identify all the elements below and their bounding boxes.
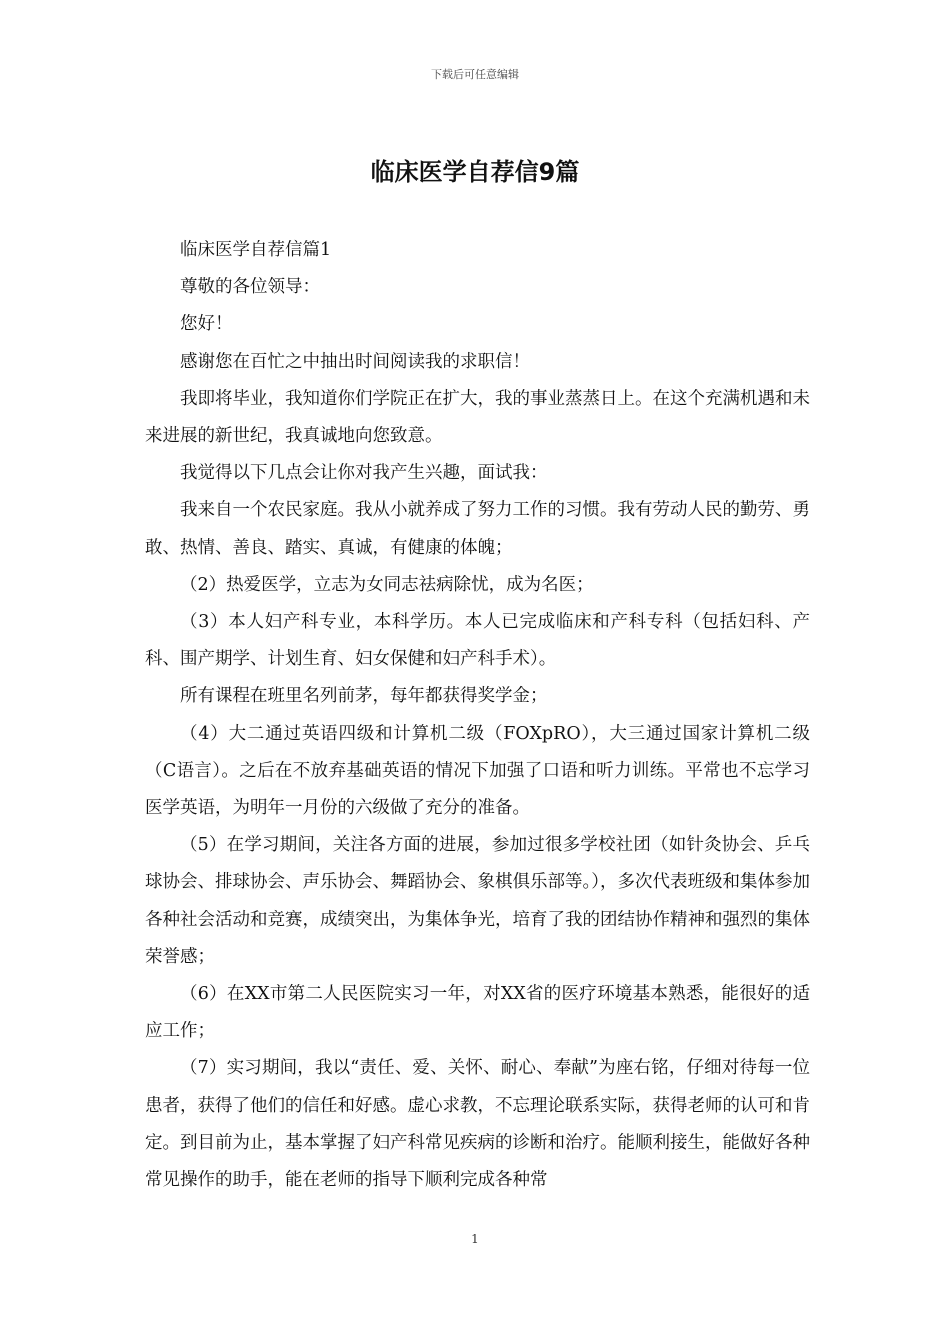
paragraph: 感谢您在百忙之中抽出时间阅读我的求职信！: [180, 351, 530, 372]
page-number: 1: [471, 1232, 479, 1246]
header-note: 下载后可任意编辑: [431, 68, 519, 81]
paragraph: （7）实习期间，我以“责任、爱、关怀、耐心、奉献”为座右铭，仔细对待每一位患者，获得了他们的信任和好感。虚心求教，不忘理论联系实际，获得老师的认可和肯定。到目前为止，基本掌握了妇产科常见疾病的诊断和治疗。能顺利接生，能做好各种常见操作的助手，能在老师的指导下顺利完成各种常: [145, 1058, 810, 1191]
paragraph: 我来自一个农民家庭。我从小就养成了努力工作的习惯。我有劳动人民的勤劳、勇敢、热情、善良、踏实、真诚，有健康的体魄；: [145, 500, 810, 558]
paragraph: 我即将毕业，我知道你们学院正在扩大，我的事业蒸蒸日上。在这个充满机遇和未来进展的新世纪，我真诚地向您致意。: [145, 388, 810, 447]
paragraph: （2）热爱医学，立志为女同志祛病除忧，成为名医；: [180, 574, 594, 595]
paragraph-heading: 临床医学自荐信篇1: [180, 240, 332, 260]
paragraph-greeting: 您好！: [180, 314, 233, 335]
paragraph: （3）本人妇产科专业，本科学历。本人已完成临床和产科专科（包括妇科、产科、围产期学、计划生育、妇女保健和妇产科手术）。: [145, 612, 810, 670]
paragraph: 所有课程在班里名列前茅，每年都获得奖学金；: [180, 686, 548, 707]
paragraph: （4）大二通过英语四级和计算机二级（FOXpRO），大三通过国家计算机二级（C语言）。之后在不放弃基础英语的情况下加强了口语和听力训练。平常也不忘学习医学英语，为明年一月份的六级做了充分的准备。: [145, 723, 810, 819]
paragraph: 我觉得以下几点会让你对我产生兴趣，面试我：: [180, 463, 548, 484]
paragraph: （5）在学习期间，关注各方面的进展，参加过很多学校社团（如针灸协会、乒乓球协会、排球协会、声乐协会、舞蹈协会、象棋俱乐部等。），多次代表班级和集体参加各种社会活动和竞赛，成绩突出，为集体争光，培育了我的团结协作精神和强烈的集体荣誉感；: [145, 835, 810, 967]
document-title: 临床医学自荐信9篇: [370, 158, 580, 186]
paragraph-salutation: 尊敬的各位领导：: [180, 277, 320, 298]
document-body: [145, 232, 810, 1199]
paragraph: （6）在XX市第二人民医院实习一年，对XX省的医疗环境基本熟悉，能很好的适应工作；: [145, 984, 810, 1042]
